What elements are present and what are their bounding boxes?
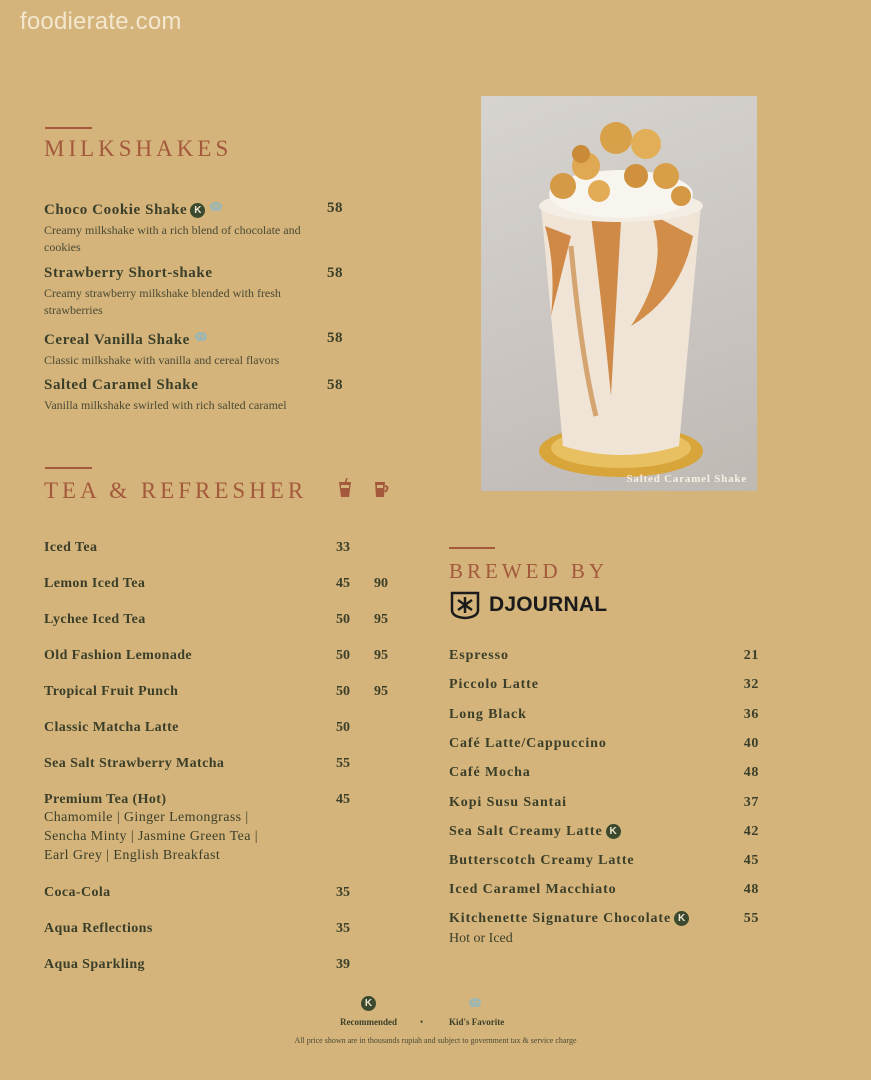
djournal-brand: DJOURNAL [489, 593, 608, 616]
item-price-regular: 35 [336, 885, 350, 900]
item-name: Kopi Susu Santai [449, 795, 567, 810]
item-price: 58 [327, 330, 343, 346]
item-price: 58 [327, 265, 343, 281]
item-description: Classic milkshake with vanilla and cereal flavors [44, 353, 280, 367]
item-name: Espresso [449, 648, 509, 663]
item-name: Iced Tea [44, 540, 98, 555]
milkshake-item [44, 200, 304, 256]
recommended-badge-icon: K [606, 824, 621, 839]
legend-separator: • [420, 1017, 424, 1027]
item-price-regular: 50 [336, 720, 350, 735]
legend-recommended-icon [361, 996, 376, 1011]
item-name: Aqua Sparkling [44, 957, 145, 972]
item-price: 58 [327, 377, 343, 393]
item-name: Sea Salt Strawberry Matcha [44, 756, 225, 771]
item-name: Lemon Iced Tea [44, 576, 146, 591]
recommended-badge-icon: K [674, 911, 689, 926]
item-price-regular: 33 [336, 540, 350, 555]
product-photo [481, 96, 757, 491]
tea-rule [45, 467, 92, 469]
brewed-title: BREWED BY [449, 559, 609, 583]
milkshakes-rule [45, 127, 92, 129]
item-price-regular: 50 [336, 648, 350, 663]
kids-favorite-icon [468, 996, 482, 1010]
item-name: Cereal Vanilla Shake [44, 330, 304, 349]
milkshakes-title: MILKSHAKES [44, 136, 233, 161]
tea-variant-line: Earl Grey | English Breakfast [44, 848, 221, 863]
item-price: 48 [743, 765, 759, 780]
item-name: Café Latte/Cappuccino [449, 736, 607, 751]
item-price-large: 90 [374, 576, 388, 591]
recommended-badge-icon: K [190, 203, 205, 218]
item-price-regular: 55 [336, 756, 350, 771]
item-price-regular: 39 [336, 957, 350, 972]
item-name: Café Mocha [449, 765, 531, 780]
item-description: Vanilla milkshake swirled with rich salted caramel [44, 398, 287, 412]
item-price: 42 [743, 824, 759, 839]
item-description: Creamy strawberry milkshake blended with fresh strawberries [44, 286, 281, 317]
item-price: 45 [743, 853, 759, 868]
kids-favorite-icon [194, 330, 208, 344]
djournal-logo [449, 590, 607, 620]
legend-kids-icon [468, 996, 482, 1012]
djournal-logo-icon [449, 590, 481, 620]
item-name: Iced Caramel Macchiato [449, 882, 617, 897]
kids-favorite-icon [209, 200, 223, 214]
tea-variant-line: Sencha Minty | Jasmine Green Tea | [44, 829, 258, 844]
item-price: 21 [743, 648, 759, 663]
item-name: Long Black [449, 707, 527, 722]
item-name: Piccolo Latte [449, 677, 539, 692]
item-name: Sea Salt Creamy Latte K [449, 824, 621, 840]
item-price: 32 [743, 677, 759, 692]
photo-caption: Salted Caramel Shake [626, 473, 747, 485]
mug-icon [373, 478, 391, 498]
item-price: 36 [743, 707, 759, 722]
item-price-regular: 45 [336, 576, 350, 591]
item-name: Classic Matcha Latte [44, 720, 179, 735]
item-price: 37 [743, 795, 759, 810]
item-price-regular: 50 [336, 684, 350, 699]
tea-title: TEA & REFRESHER [44, 478, 308, 503]
milkshake-item [44, 377, 304, 414]
item-price-regular: 35 [336, 921, 350, 936]
item-name: Old Fashion Lemonade [44, 648, 193, 663]
tea-variant-line: Chamomile | Ginger Lemongrass | [44, 810, 249, 825]
item-name: Tropical Fruit Punch [44, 684, 179, 699]
item-name: Kitchenette Signature Chocolate K [449, 911, 689, 927]
legend-kids-label: Kid's Favorite [449, 1017, 505, 1027]
item-name: Aqua Reflections [44, 921, 153, 936]
item-name: Strawberry Short-shake [44, 265, 213, 281]
item-price: 55 [743, 911, 759, 926]
recommended-badge-icon: K [361, 996, 376, 1011]
item-name: Lychee Iced Tea [44, 612, 146, 627]
brewed-rule [449, 547, 495, 549]
watermark: foodierate.com [20, 8, 182, 35]
item-name: Coca-Cola [44, 885, 111, 900]
item-name: Butterscotch Creamy Latte [449, 853, 635, 868]
item-name: Premium Tea (Hot) Chamomile | Ginger Lemongrass | Sencha Minty | Jasmine Green Tea | Earl Grey | English Breakfast [44, 792, 258, 863]
price-footnote: All price shown are in thousands rupiah and subject to government tax & service charge [294, 1036, 577, 1045]
item-price-large: 95 [374, 684, 388, 699]
item-price-large: 95 [374, 612, 388, 627]
item-price-large: 95 [374, 648, 388, 663]
item-name: Choco Cookie Shake K [44, 200, 304, 219]
milkshake-item [44, 265, 304, 319]
item-price-regular: 45 [336, 792, 350, 807]
item-price-regular: 50 [336, 612, 350, 627]
item-description: Creamy milkshake with a rich blend of chocolate and cookies [44, 223, 301, 254]
item-note: Hot or Iced [449, 931, 513, 946]
item-name: Salted Caramel Shake [44, 377, 199, 393]
item-price: 58 [327, 200, 343, 216]
glass-icon [337, 478, 353, 498]
legend-recommended-label: Recommended [340, 1017, 397, 1027]
item-price: 48 [743, 882, 759, 897]
milkshake-item [44, 330, 304, 369]
milkshake-illustration [481, 96, 757, 491]
item-price: 40 [743, 736, 759, 751]
